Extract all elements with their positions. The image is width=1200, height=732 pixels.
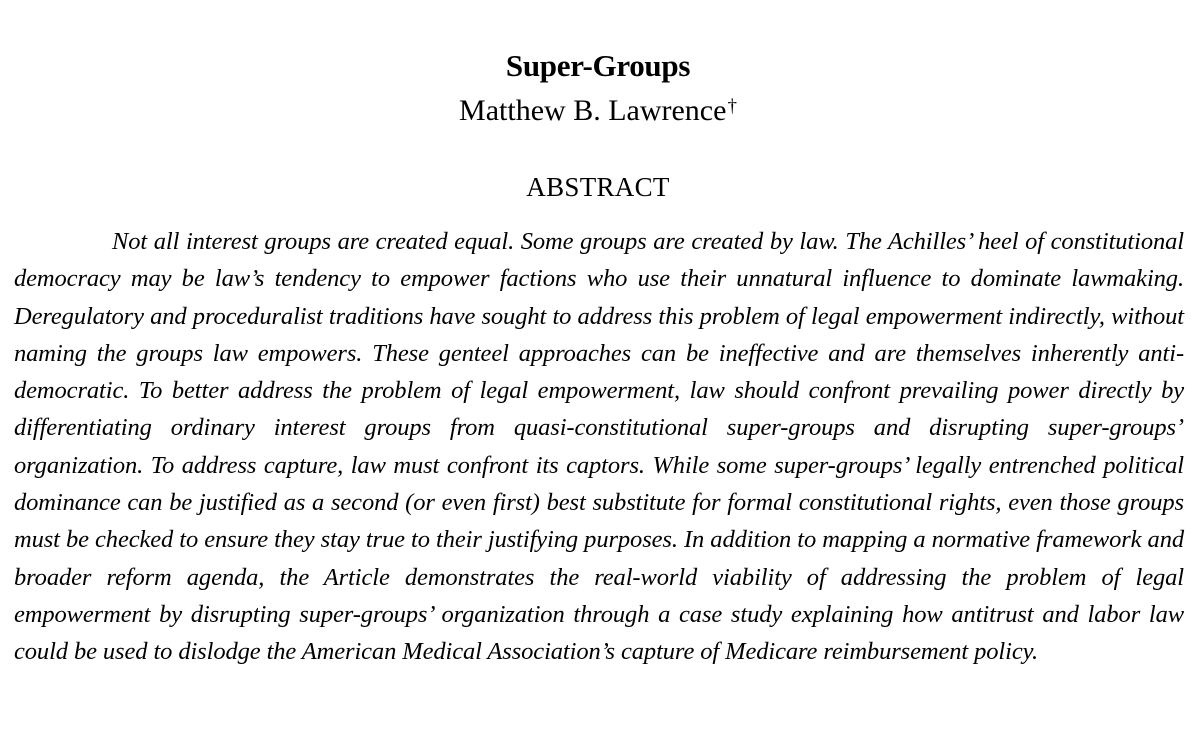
author-name: Matthew B. Lawrence <box>459 94 727 127</box>
abstract-body: Not all interest groups are created equal. Some groups are created by law. The Achilles’ heel of constitutional democracy may be law’s tendency to empower factions who use their unnatural influence to dominate lawmaking. Deregulatory and proceduralist traditions have sought to address this problem of legal empowerment indirectly, without naming the groups law empowers. These genteel approaches can be ineffective and are themselves inherently anti-democratic. To better address the problem of legal empowerment, law should confront prevailing power directly by differentiating ordinary interest groups from quasi-constitutional super-groups and disrupting super-groups’ organization. To address capture, law must confront its captors. While some super-groups’ legally entrenched political dominance can be justified as a second (or even first) best substitute for formal constitutional rights, even those groups must be checked to ensure they stay true to their justifying purposes. In addition to mapping a normative framework and broader reform agenda, the Article demonstrates the real-world viability of addressing the problem of legal empowerment by disrupting super-groups’ organization through a case study explaining how antitrust and labor law could be used to dislodge the American Medical Association’s capture of Medicare reimbursement policy. <box>14 228 1184 666</box>
paper-title: Super-Groups <box>505 48 691 83</box>
author-line <box>0 92 1196 130</box>
author-footnote-mark: † <box>727 96 737 117</box>
abstract-heading: ABSTRACT <box>526 172 670 202</box>
